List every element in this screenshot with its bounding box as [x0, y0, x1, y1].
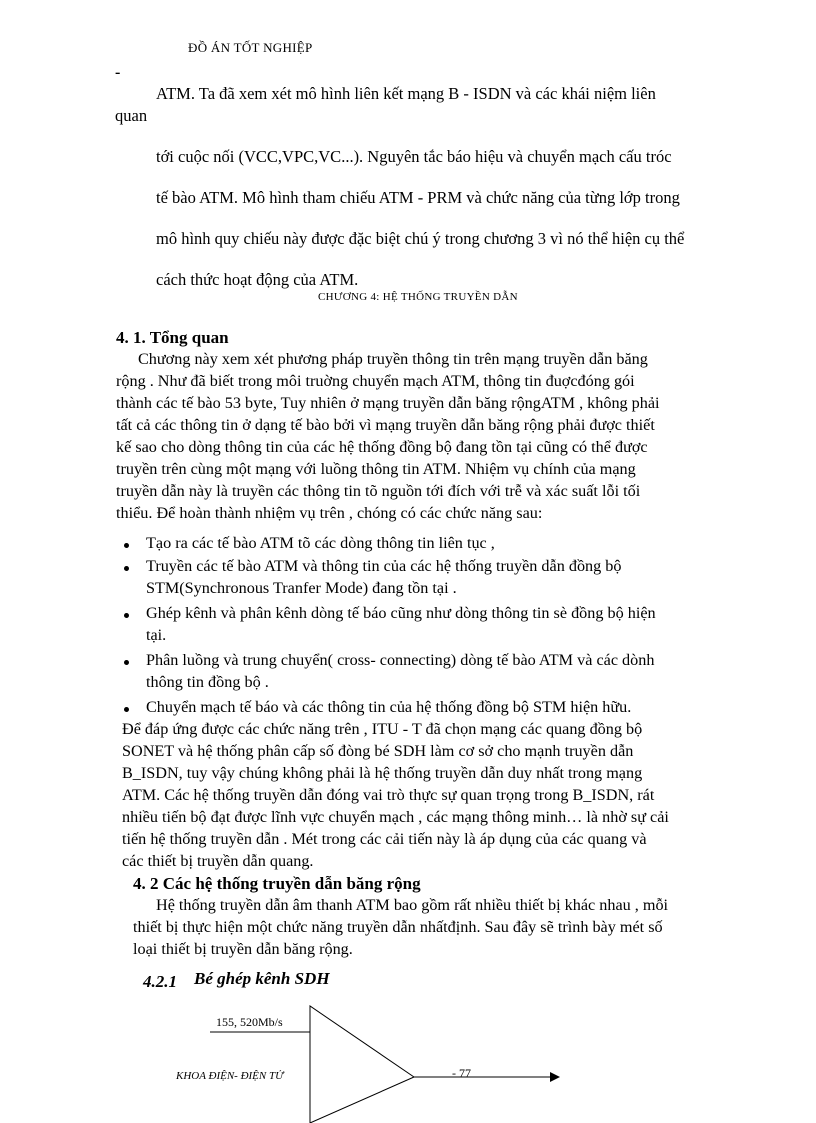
bullet-4-line-2: thông tin đồng bộ .	[146, 673, 269, 691]
bullet-3-line-1: Ghép kênh và phân kênh dòng tế báo cũng như dòng thông tin sè đồng bộ hiện	[146, 604, 656, 622]
section-heading-4-2: 4. 2 Các hệ thống truyền dẫn băng rộng	[133, 874, 421, 893]
header-dash: -	[115, 64, 121, 81]
intro-line-2: quan	[115, 106, 148, 125]
bullet-1-line-1: Tạo ra các tế bào ATM tõ các dòng thông tin liên tục ,	[146, 534, 495, 552]
closing-line-5: nhiều tiến bộ đạt được lĩnh vực chuyển mạch , các mạng thông minh… là nhờ sự cải	[122, 808, 669, 826]
section2-line-3: loại thiết bị truyền dẫn băng rộng.	[133, 940, 353, 958]
bullet-3-line-2: tại.	[146, 626, 167, 644]
intro-line-3: tới cuộc nối (VCC,VPC,VC...). Nguyên tắc báo hiệu và chuyển mạch cấu tróc	[156, 147, 672, 166]
overview-line-2: rộng . Như đã biết trong môi truờng chuyển mạch ATM, thông tin đuợcđóng gói	[116, 372, 635, 390]
bullet-2-line-2: STM(Synchronous Tranfer Mode) đang tồn tại .	[146, 579, 457, 597]
bullet-2-line-1: Truyền các tế bào ATM và thông tin của các hệ thống truyền dẫn đồng bộ	[146, 557, 622, 575]
input-rate-label: 155, 520Mb/s	[216, 1015, 283, 1029]
bullet-4-line-1: Phân luồng và trung chuyển( cross- connecting) dòng tế bào ATM và các dònh	[146, 651, 655, 669]
overview-line-4: tất cả các thông tin ở dạng tế bào bởi vì mạng truyền dẫn băng rộng phải được thiết	[116, 416, 655, 434]
intro-line-5: mô hình quy chiếu này được đặc biệt chú ý trong chương 3 vì nó thể hiện cụ thể	[156, 229, 685, 248]
closing-line-2: SONET và hệ thống phân cấp số đòng bé SDH làm cơ sở cho mạnh truyền dẫn	[122, 742, 634, 760]
document-header: ĐỒ ÁN TỐT NGHIỆP	[188, 40, 313, 55]
overview-line-5: kế sao cho dòng thông tin của các hệ thống đồng bộ đang tồn tại cũng có thể được	[116, 438, 648, 456]
intro-line-1: ATM. Ta đã xem xét mô hình liên kết mạng B - ISDN và các khái niệm liên	[156, 84, 656, 103]
intro-line-6: cách thức hoạt động của ATM.	[156, 270, 359, 289]
closing-line-7: các thiết bị truyền dẫn quang.	[122, 852, 314, 870]
overview-line-1: Chương này xem xét phương pháp truyền thông tin trên mạng truyền dẫn băng	[138, 350, 648, 368]
closing-line-3: B_ISDN, tuy vậy chúng không phải là hệ thống truyền dẫn duy nhất trong mạng	[122, 764, 643, 782]
output-label: - 77	[452, 1066, 471, 1080]
subsection-title: Bé ghép kênh SDH	[194, 969, 330, 988]
section2-line-2: thiết bị thực hiện một chức năng truyền dẫn nhấtđịnh. Sau đây sẽ trình bày mét số	[133, 918, 663, 936]
overview-line-8: thiểu. Để hoàn thành nhiệm vụ trên , chóng có các chức năng sau:	[116, 504, 543, 522]
section-heading-4-1: 4. 1. Tổng quan	[116, 328, 229, 347]
closing-line-1: Để đáp ứng được các chức năng trên , ITU - T đã chọn mạng các quang đồng bộ	[122, 720, 643, 738]
multiplexer-triangle	[310, 1006, 414, 1123]
closing-line-6: tiến hệ thống truyền dẫn . Mét trong các cải tiến này là áp dụng của các quang và	[122, 830, 647, 848]
overview-line-6: truyền trên cùng một mạng với luồng thông tin ATM. Nhiệm vụ chính của mạng	[116, 460, 636, 478]
overview-line-7: truyền dẫn này là truyền các thông tin tõ nguồn tới đích với trễ và xác suất lỗi tối	[116, 482, 641, 500]
intro-line-4: tế bào ATM. Mô hình tham chiếu ATM - PRM và chức năng của từng lớp trong	[156, 188, 680, 207]
output-arrowhead	[550, 1072, 560, 1082]
footer-faculty: KHOA ĐIỆN- ĐIỆN TỬ	[176, 1070, 284, 1082]
subsection-number: 4.2.1	[143, 972, 177, 991]
section2-line-1: Hệ thống truyền dẫn âm thanh ATM bao gồm rất nhiều thiết bị khác nhau , mỗi	[156, 896, 669, 914]
closing-line-4: ATM. Các hệ thống truyền dẫn đóng vai trò thực sự quan trọng trong B_ISDN, rát	[122, 786, 655, 804]
overview-line-3: thành các tế bào 53 byte, Tuy nhiên ở mạng truyền dẫn băng rộngATM , không phải	[116, 394, 660, 412]
chapter-title: CHƯƠNG 4: HỆ THỐNG TRUYỀN DẪN	[318, 291, 518, 303]
bullet-5-line-1: Chuyển mạch tế báo và các thông tin của hệ thống đồng bộ STM hiện hữu.	[146, 698, 632, 716]
